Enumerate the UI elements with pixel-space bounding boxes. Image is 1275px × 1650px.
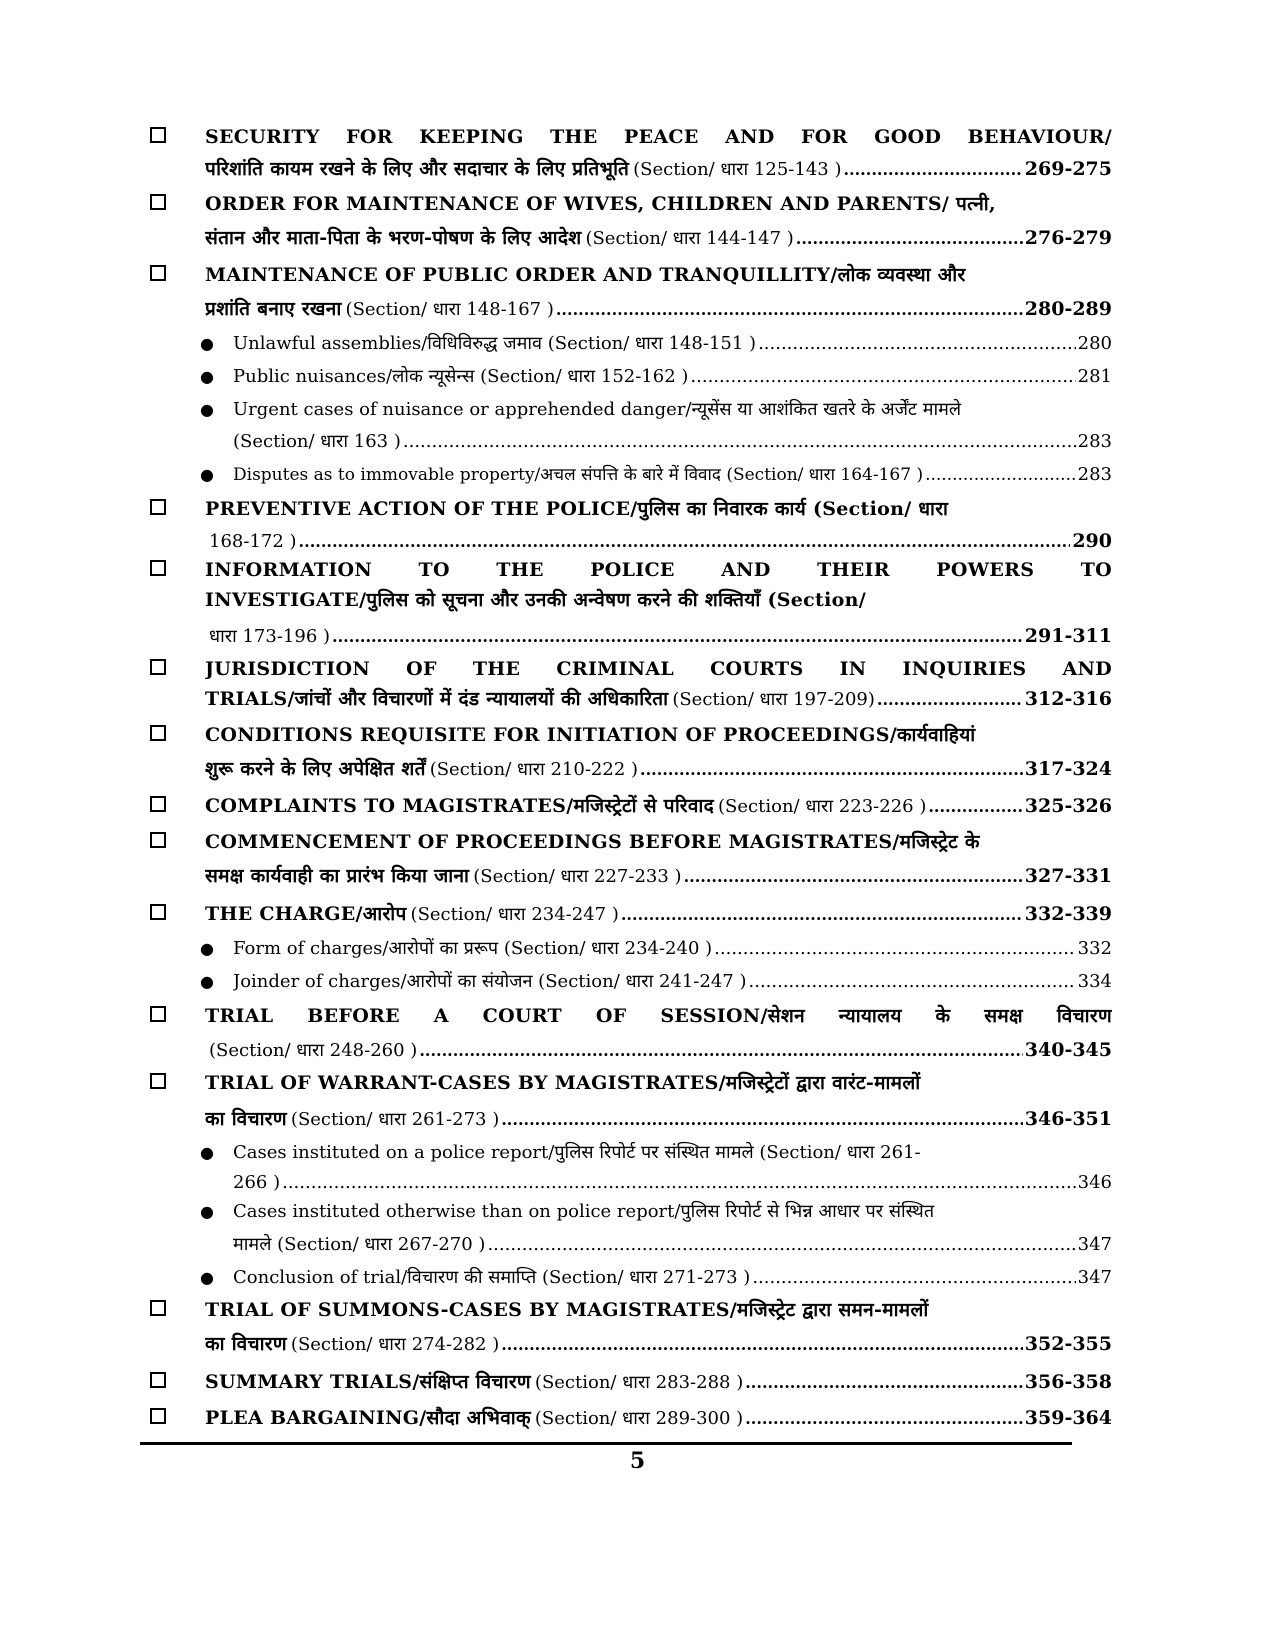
page-number: 5 (629, 1448, 646, 1474)
entry-pages: 317-324 (1024, 758, 1112, 780)
entry-section: (Section/ धारा 274-282 ) (290, 1334, 500, 1355)
bullet-icon: ● (200, 465, 214, 484)
subitem-title: 266 ) (233, 1172, 281, 1193)
entry-title: शुरू करने के लिए अपेक्षित शर्तें (205, 758, 426, 780)
entry-pages: 332-339 (1024, 903, 1112, 925)
subitem-title: Disputes as to immovable property/अचल संपत्ति के बारे में विवाद (Section/ धारा 164-167 ) (233, 465, 924, 485)
entry-section: (Section/ धारा 289-300 ) (534, 1408, 744, 1429)
entry-title: SUMMARY TRIALS/संक्षिप्त विचारण (205, 1371, 531, 1393)
entry-title: 168-172 ) (209, 531, 297, 552)
leader-dots (877, 684, 1023, 715)
subitem-page: 280 (1077, 333, 1112, 354)
subitem-line: Urgent cases of nuisance or apprehended danger/न्यूसेंस या आशंकित खतरे के अर्जेंट मामले (233, 399, 962, 420)
leader-dots (299, 526, 1071, 557)
entry-last-line (205, 1366, 1112, 1398)
leader-dots (690, 361, 1075, 393)
subitem-line (233, 426, 1112, 458)
subitem-page: 347 (1077, 1267, 1112, 1288)
subitem-title: Unlawful assemblies/विधिविरुद्ध जमाव (Section/ धारा 148-151 ) (233, 333, 757, 354)
entry-title: TRIALS/जांचों और विचारणों में दंड न्यायालयों की अधिकारिता (205, 688, 669, 710)
leader-dots (640, 754, 1023, 785)
entry-section: (Section/ धारा 223-226 ) (718, 796, 927, 817)
subitem-line (233, 328, 1112, 360)
subitem-line: Cases instituted otherwise than on police report/पुलिस रिपोर्ट से भिन्न आधार पर संस्थित (233, 1201, 935, 1222)
subitem-line (233, 1262, 1112, 1294)
checkbox-icon (150, 194, 166, 210)
bullet-icon: ● (200, 367, 214, 386)
entry-heading-line: ORDER FOR MAINTENANCE OF WIVES, CHILDREN AND PARENTS/ पत्नी, (205, 193, 996, 215)
entry-last-line (205, 753, 1112, 785)
entry-pages: 276-279 (1024, 227, 1112, 249)
subitem-page: 281 (1077, 366, 1112, 387)
footer-rule (140, 1442, 1072, 1445)
leader-dots (556, 294, 1023, 325)
entry-pages: 290 (1072, 530, 1112, 552)
entry-section: (Section/ धारा 144-147 ) (585, 228, 794, 249)
leader-dots (925, 459, 1076, 491)
entry-pages: 325-326 (1024, 795, 1112, 817)
checkbox-icon (150, 1372, 166, 1388)
leader-dots (714, 933, 1075, 965)
leader-dots (928, 791, 1022, 822)
entry-title: संतान और माता-पिता के भरण-पोषण के लिए आदेश (205, 227, 582, 249)
subitem-line (233, 1229, 1112, 1261)
entry-title: समक्ष कार्यवाही का प्रारंभ किया जाना (205, 865, 470, 887)
leader-dots (487, 1229, 1075, 1261)
checkbox-icon (150, 725, 166, 741)
subitem-page: 283 (1077, 464, 1112, 485)
subitem-title: Joinder of charges/आरोपों का संयोजन (Section/ धारा 241-247 ) (233, 971, 747, 992)
subitem-page: 346 (1077, 1172, 1112, 1193)
entry-last-line (205, 1103, 1112, 1135)
subitem-line (233, 1167, 1112, 1199)
entry-last-line (205, 898, 1112, 930)
entry-pages: 312-316 (1024, 688, 1112, 710)
entry-title: का विचारण (205, 1333, 287, 1355)
leader-dots (621, 899, 1023, 930)
checkbox-icon (150, 265, 166, 281)
entry-last-line (205, 1328, 1112, 1360)
entry-heading-line: PREVENTIVE ACTION OF THE POLICE/पुलिस का निवारक कार्य (Section/ धारा (205, 498, 949, 520)
entry-section: (Section/ धारा 148-167 ) (345, 299, 554, 320)
subitem-title: (Section/ धारा 163 ) (233, 431, 401, 452)
subitem-title: मामले (Section/ धारा 267-270 ) (233, 1234, 486, 1255)
leader-dots (796, 223, 1023, 254)
entry-heading-line: TRIAL BEFORE A COURT OF SESSION/सेशन न्यायालय के समक्ष विचारण (205, 1005, 1112, 1027)
checkbox-icon (150, 1408, 166, 1424)
entry-section: (Section/ धारा 283-288 ) (534, 1372, 744, 1393)
entry-last-line (205, 1034, 1112, 1066)
entry-heading-line: MAINTENANCE OF PUBLIC ORDER AND TRANQUILLITY/लोक व्यवस्था और (205, 264, 966, 286)
subitem-page: 332 (1077, 938, 1112, 959)
entry-heading-line: TRIAL OF WARRANT-CASES BY MAGISTRATES/मजिस्ट्रेटों द्वारा वारंट-मामलों (205, 1072, 921, 1094)
entry-title: का विचारण (205, 1108, 287, 1130)
subitem-page: 283 (1077, 431, 1112, 452)
subitem-title: Public nuisances/लोक न्यूसेन्स (Section/ धारा 152-162 ) (233, 366, 689, 387)
entry-last-line (205, 860, 1112, 892)
checkbox-icon (150, 832, 166, 848)
entry-title: परिशांति कायम रखने के लिए और सदाचार के लिए प्रतिभूति (205, 158, 630, 180)
entry-heading-line: INFORMATION TO THE POLICE AND THEIR POWERS TO (205, 559, 1112, 581)
leader-dots (332, 621, 1023, 652)
entry-last-line (205, 525, 1112, 557)
bullet-icon: ● (200, 334, 214, 353)
entry-section: (Section/ धारा 234-247 ) (410, 904, 619, 925)
entry-last-line (205, 620, 1112, 652)
leader-dots (501, 1104, 1023, 1135)
entry-heading-line: COMMENCEMENT OF PROCEEDINGS BEFORE MAGISTRATES/मजिस्ट्रेट के (205, 831, 980, 853)
checkbox-icon (150, 904, 166, 920)
entry-title: PLEA BARGAINING/सौदा अभिवाक् (205, 1407, 531, 1429)
leader-dots (749, 966, 1076, 998)
subitem-page: 347 (1077, 1234, 1112, 1255)
leader-dots (419, 1035, 1022, 1066)
leader-dots (501, 1329, 1023, 1360)
bullet-icon: ● (200, 400, 214, 419)
bullet-icon: ● (200, 1268, 214, 1287)
entry-section: (Section/ धारा 227-233 ) (473, 866, 682, 887)
entry-last-line (205, 153, 1112, 185)
entry-heading-line: CONDITIONS REQUISITE FOR INITIATION OF PROCEEDINGS/कार्यवाहियां (205, 724, 976, 746)
checkbox-icon (150, 1073, 166, 1089)
subitem-line (233, 966, 1112, 998)
entry-section: (Section/ धारा 197-209) (672, 689, 875, 710)
entry-pages: 291-311 (1024, 625, 1112, 647)
checkbox-icon (150, 796, 166, 812)
leader-dots (684, 861, 1023, 892)
entry-title: COMPLAINTS TO MAGISTRATES/मजिस्ट्रेटों से परिवाद (205, 795, 715, 817)
entry-pages: 280-289 (1024, 298, 1112, 320)
entry-heading-line: SECURITY FOR KEEPING THE PEACE AND FOR GOOD BEHAVIOUR/ (205, 126, 1112, 148)
subitem-line (233, 459, 1112, 491)
entry-section: (Section/ धारा 210-222 ) (429, 759, 639, 780)
checkbox-icon (150, 499, 166, 515)
leader-dots (843, 154, 1022, 185)
bullet-icon: ● (200, 972, 214, 991)
entry-section: (Section/ धारा 125-143 ) (633, 159, 842, 180)
entry-pages: 352-355 (1024, 1333, 1112, 1355)
leader-dots (752, 1262, 1075, 1294)
subitem-line (233, 933, 1112, 965)
bullet-icon: ● (200, 1143, 214, 1162)
entry-pages: 346-351 (1024, 1108, 1112, 1130)
subitem-title: Conclusion of trial/विचारण की समाप्ति (Section/ धारा 271-273 ) (233, 1267, 751, 1288)
checkbox-icon (150, 1006, 166, 1022)
checkbox-icon (150, 659, 166, 675)
subitem-title: Form of charges/आरोपों का प्ररूप (Section/ धारा 234-240 ) (233, 938, 713, 959)
entry-title: (Section/ धारा 248-260 ) (209, 1040, 418, 1061)
leader-dots (745, 1367, 1023, 1398)
leader-dots (758, 328, 1076, 360)
leader-dots (282, 1167, 1076, 1199)
entry-heading-line: INVESTIGATE/पुलिस को सूचना और उनकी अन्वेषण करने की शक्तियाँ (Section/ (205, 589, 866, 611)
checkbox-icon (150, 1300, 166, 1316)
entry-title: प्रशांति बनाए रखना (205, 298, 342, 320)
entry-title: धारा 173-196 ) (209, 626, 331, 647)
entry-section: (Section/ धारा 261-273 ) (290, 1109, 500, 1130)
entry-last-line (205, 293, 1112, 325)
entry-last-line (205, 790, 1112, 822)
entry-last-line (205, 222, 1112, 254)
leader-dots (403, 426, 1076, 458)
checkbox-icon (150, 127, 166, 143)
subitem-line: Cases instituted on a police report/पुलिस रिपोर्ट पर संस्थित मामले (Section/ धारा 261- (233, 1142, 921, 1163)
bullet-icon: ● (200, 1202, 214, 1221)
entry-last-line (205, 1402, 1112, 1434)
subitem-page: 334 (1077, 971, 1112, 992)
entry-heading-line: JURISDICTION OF THE CRIMINAL COURTS IN INQUIRIES AND (205, 658, 1112, 680)
entry-pages: 359-364 (1024, 1407, 1112, 1429)
entry-pages: 340-345 (1024, 1039, 1112, 1061)
entry-title: THE CHARGE/आरोप (205, 903, 407, 925)
entry-pages: 327-331 (1024, 865, 1112, 887)
entry-pages: 356-358 (1024, 1371, 1112, 1393)
checkbox-icon (150, 560, 166, 576)
entry-last-line (205, 683, 1112, 715)
subitem-line (233, 361, 1112, 393)
bullet-icon: ● (200, 939, 214, 958)
entry-heading-line: TRIAL OF SUMMONS-CASES BY MAGISTRATES/मजिस्ट्रेट द्वारा समन-मामलों (205, 1299, 929, 1321)
leader-dots (745, 1403, 1023, 1434)
entry-pages: 269-275 (1024, 158, 1112, 180)
